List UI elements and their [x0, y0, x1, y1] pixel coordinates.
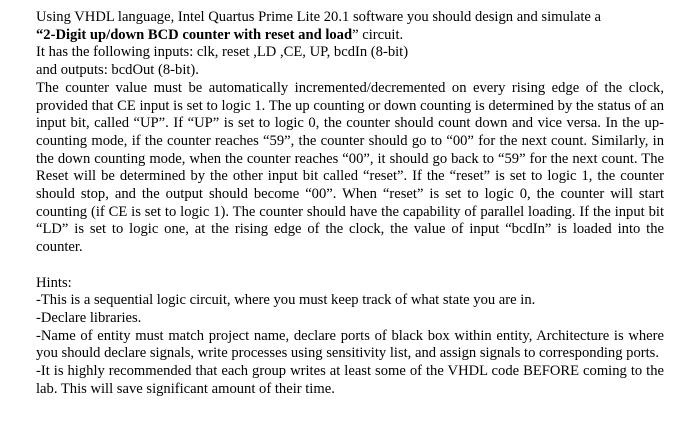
outputs-line: and outputs: bcdOut (8-bit).: [36, 62, 199, 79]
hint-item-4: -It is highly recommended that each group writes at least some of the VHDL code BEFORE coming to the lab. This will save significant amount of their time.: [36, 363, 664, 397]
intro-line-1: Using VHDL language, Intel Quartus Prime Lite 20.1 software you should design and simulate a: [36, 9, 601, 25]
circuit-title-line: [36, 27, 664, 45]
title-open-quote: “: [36, 26, 44, 43]
circuit-title: 2-Digit up/down BCD counter with reset and load: [43, 26, 353, 43]
hint-item-2: -Declare libraries.: [36, 309, 142, 326]
description-paragraph: The counter value must be automatically incremented/decremented on every rising edge of the clock, provided that CE input is set to logic 1. The up counting or down counting is determined by the status of an input bit, called “UP”. If “UP” is set to logic 0, the counter should count down and vice versa. In the up-counting mode, if the counter reaches “59”, the counter should go to “00” for the next count. Similarly, in the down counting mode, when the counter reaches “00”, it should go back to “59” for the next count. The Reset will be determined by the other input bit called “reset”. If the “reset” is set to logic 1, the counter should stop, and the output should become “00”. When “reset” is set to logic 0, the counter will start counting (if CE is set to logic 1). The counter should have the capability of parallel loading. If the input bit “LD” is set to logic one, at the rising edge of the clock, the value of input “bcdIn” is loaded into the counter.: [36, 79, 664, 256]
inputs-line: It has the following inputs: clk, reset ,LD ,CE, UP, bcdIn (8-bit): [36, 44, 409, 61]
intro-paragraph: [36, 9, 664, 80]
paragraph-spacer: [36, 257, 664, 275]
title-close-quote: ” circuit.: [352, 26, 404, 43]
hints-heading: Hints:: [36, 274, 72, 291]
assignment-document: [36, 9, 664, 398]
hint-item-1: -This is a sequential logic circuit, where you must keep track of what state you are in.: [36, 292, 536, 309]
hint-item-3: -Name of entity must match project name, declare ports of black box within entity, Architecture is where you should declare signals, write processes using sensitivity list, and assign signals to corresponding ports.: [36, 327, 664, 362]
